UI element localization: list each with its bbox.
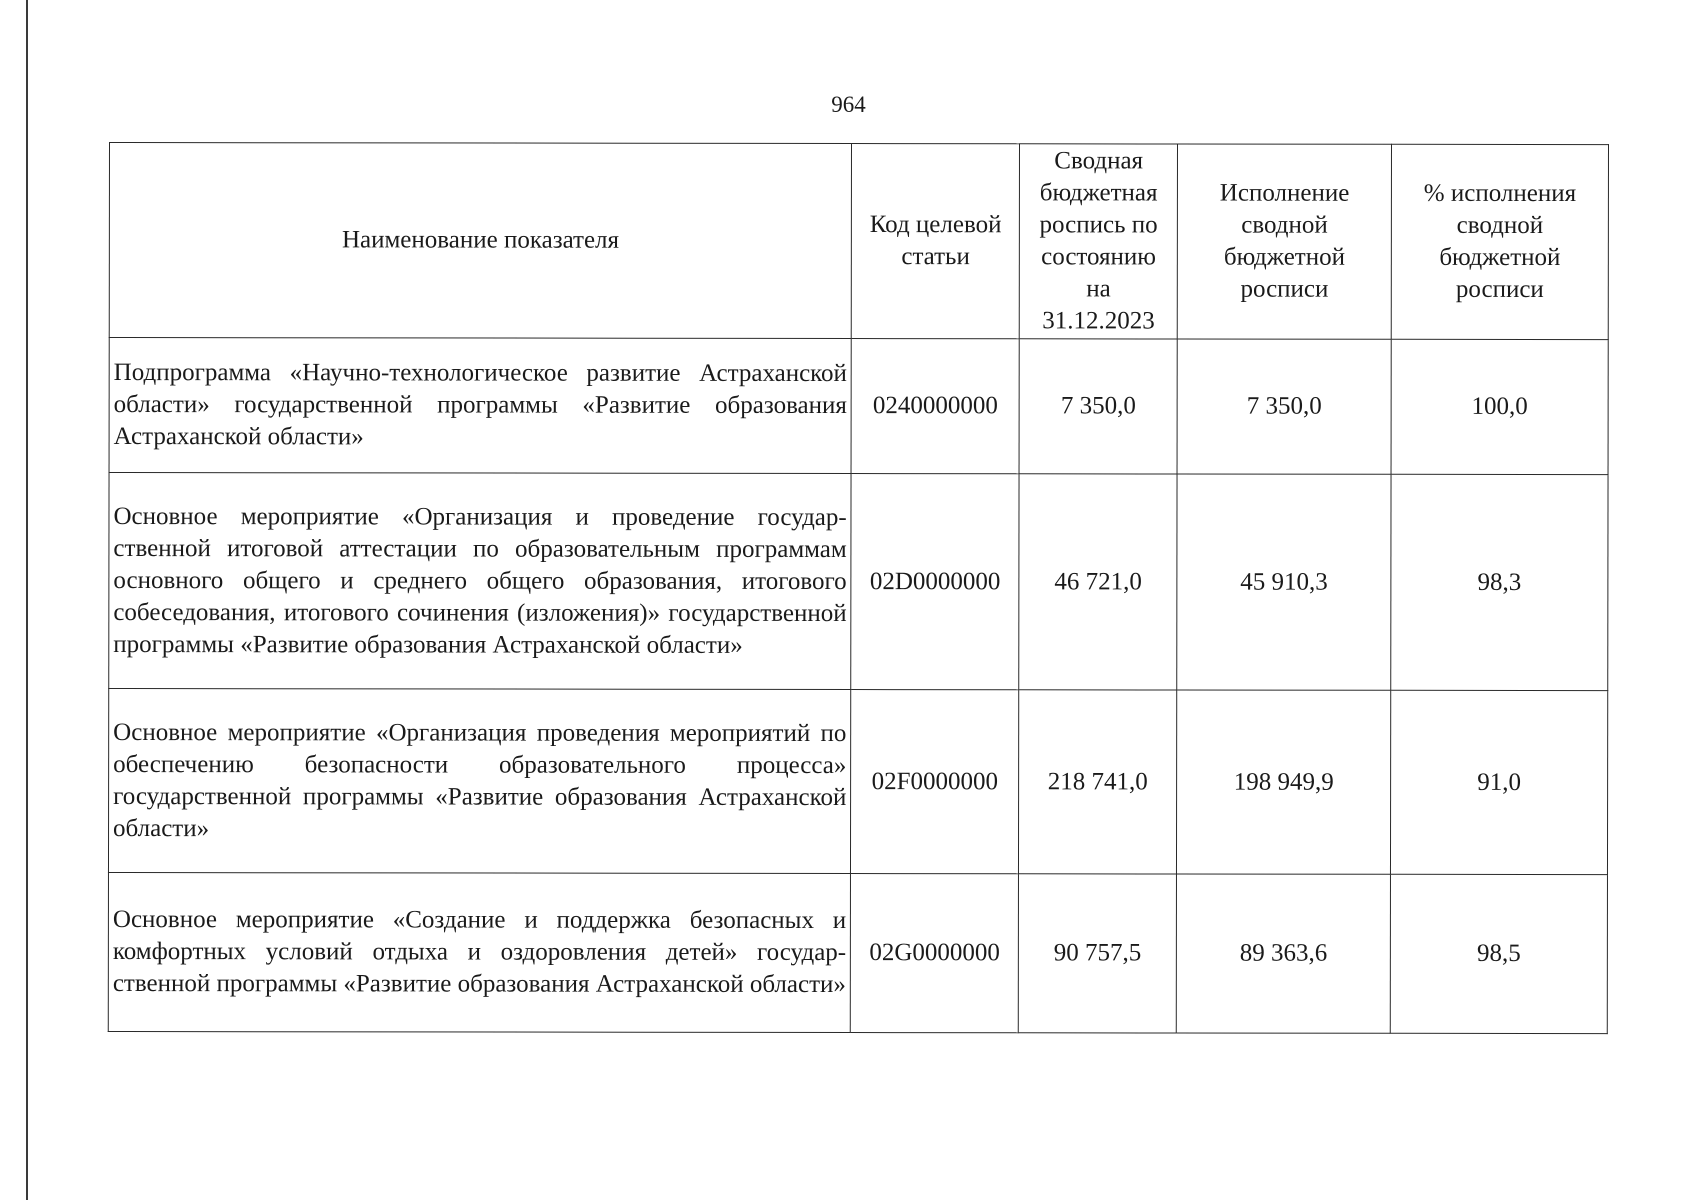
header-budget-plan [1019,144,1177,339]
header-execution-line: Исполнение [1219,179,1350,207]
header-execution-percent-line: % исполнения [1423,179,1577,208]
header-execution-line: сводной [1241,211,1328,239]
row-indicator-name: Основное мероприятие «Организация и проведение государственной итоговой аттестации по образовательным программам основного общего и среднего общего образования, итогового собеседования, итогового сочинения (изложения)» государственной программы «Развитие образования Астраханской области» [109,473,852,690]
header-budget-plan-line: бюджетная [1039,179,1158,207]
page-number: 964 [831,92,866,117]
row-target-code: 02G0000000 [851,874,1019,1033]
table-row [108,873,1607,1034]
header-execution [1177,144,1391,339]
row-indicator-name: Основное мероприятие «Создание и поддержка безопасных и комфортных условий отдыха и оздоровления детей» государственной программы «Развитие образования Астраханской области» [108,873,851,1033]
header-budget-plan-line: Сводная [1054,147,1144,175]
header-execution-line: бюджетной [1223,243,1346,271]
table-row [108,689,1607,875]
header-target-code-line: статьи [901,243,970,271]
table-row [109,338,1608,475]
row-target-code: 02D0000000 [851,474,1019,690]
row-target-code: 0240000000 [851,339,1019,474]
row-budget-plan: 90 757,5 [1018,874,1176,1033]
row-execution: 45 910,3 [1177,474,1391,690]
row-budget-plan: 7 350,0 [1019,339,1177,474]
header-indicator-name-text: Наименование показателя [341,226,620,254]
row-execution-percent: 98,3 [1391,474,1608,690]
header-budget-plan-line: на [1086,275,1111,303]
header-execution-line: росписи [1240,275,1329,303]
budget-execution-table [108,142,1609,1034]
row-execution: 89 363,6 [1176,874,1390,1033]
header-execution-percent-line: бюджетной [1439,243,1561,272]
row-execution: 7 350,0 [1177,339,1391,474]
table-header-row [109,143,1608,340]
header-budget-plan-line: состоянию [1041,243,1156,271]
header-execution-percent [1391,144,1608,339]
header-budget-plan-line: роспись по [1039,211,1158,239]
page-left-edge-line [26,0,28,1200]
table-row [109,473,1608,691]
row-budget-plan: 218 741,0 [1019,690,1177,874]
row-execution: 198 949,9 [1177,690,1391,874]
row-execution-percent: 91,0 [1391,690,1608,874]
row-budget-plan: 46 721,0 [1019,474,1177,690]
header-target-code [852,144,1020,339]
row-execution-percent: 100,0 [1391,339,1608,474]
header-execution-percent-line: сводной [1456,211,1544,240]
row-target-code: 02F0000000 [851,690,1019,874]
header-target-code-line: Код целевой [869,211,1002,239]
row-indicator-name: Основное мероприятие «Организация проведения мероприятий по обеспечению безопасности образовательного процесса» государственной программы «Развитие образования Астраханской области» [108,689,851,874]
header-execution-percent-line: росписи [1455,275,1544,304]
row-indicator-name: Подпрограмма «Научно-технологическое развитие Астраханской области» государственной программы «Развитие образования Астраханской области» [109,338,851,474]
row-execution-percent: 98,5 [1390,874,1607,1033]
header-budget-plan-line: 31.12.2023 [1042,307,1155,335]
header-indicator-name [109,143,852,339]
